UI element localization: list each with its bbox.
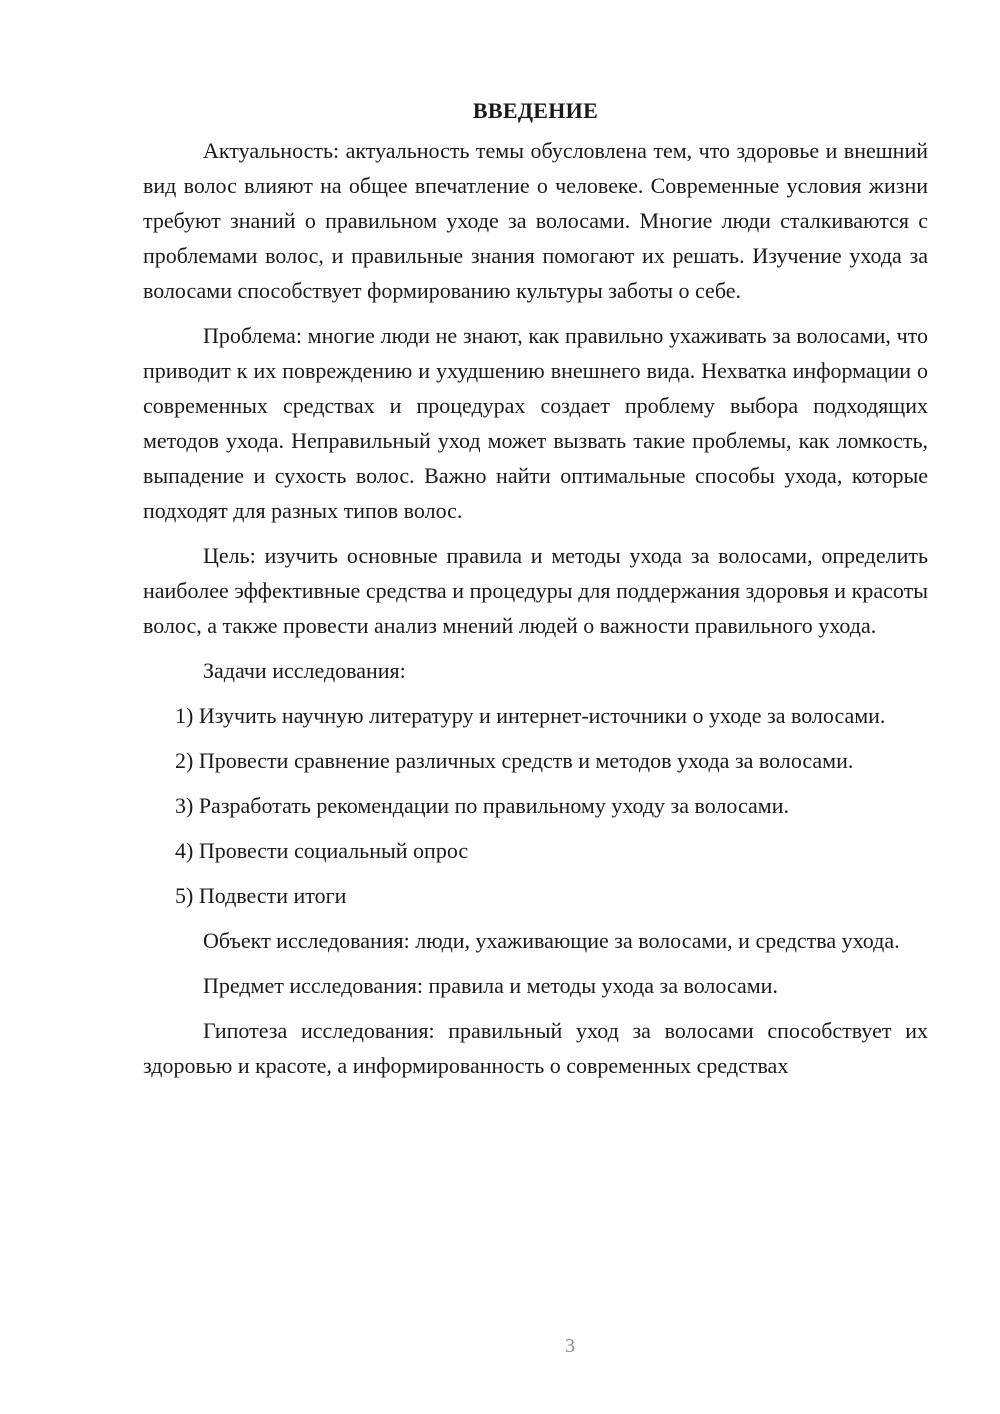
paragraph-hypothesis: Гипотеза исследования: правильный уход за волосами способствует их здоровью и красоте, а информированность о современных средствах [143,1018,928,1078]
paragraph-problem: Проблема: многие люди не знают, как правильно ухаживать за волосами, что приводит к их повреждению и ухудшению внешнего вида. Нехватка информации о современных средствах и процедурах создает проблему выбора подходящих методов ухода. Неправильный уход может вызвать такие проблемы, как ломкость, выпадение и сухость волос. Важно найти оптимальные способы ухода, которые подходят для разных типов волос. [143,323,928,523]
section-title: ВВЕДЕНИЕ [472,98,599,123]
task-item-1: 1) Изучить научную литературу и интернет-источники о уходе за волосами. [175,703,886,728]
task-item-3: 3) Разработать рекомендации по правильному уходу за волосами. [175,793,789,818]
task-item-5: 5) Подвести итоги [175,883,347,908]
task-item-2: 2) Провести сравнение различных средств и методов ухода за волосами. [175,748,854,773]
paragraph-relevance: Актуальность: актуальность темы обусловлена тем, что здоровье и внешний вид волос влияют на общее впечатление о человеке. Современные условия жизни требуют знаний о правильном уходе за волосами. Многие люди сталкиваются с проблемами волос, и правильные знания помогают их решать. Изучение ухода за волосами способствует формированию культуры заботы о себе. [143,138,928,303]
tasks-heading: Задачи исследования: [203,658,406,683]
page-number: 3 [565,1335,575,1357]
page-content [143,93,928,1093]
paragraph-subject: Предмет исследования: правила и методы ухода за волосами. [203,973,778,998]
task-item-4: 4) Провести социальный опрос [175,838,469,863]
paragraph-goal: Цель: изучить основные правила и методы ухода за волосами, определить наиболее эффективные средства и процедуры для поддержания здоровья и красоты волос, а также провести анализ мнений людей о важности правильного ухода. [143,543,928,638]
paragraph-object: Объект исследования: люди, ухаживающие за волосами, и средства ухода. [203,928,900,953]
